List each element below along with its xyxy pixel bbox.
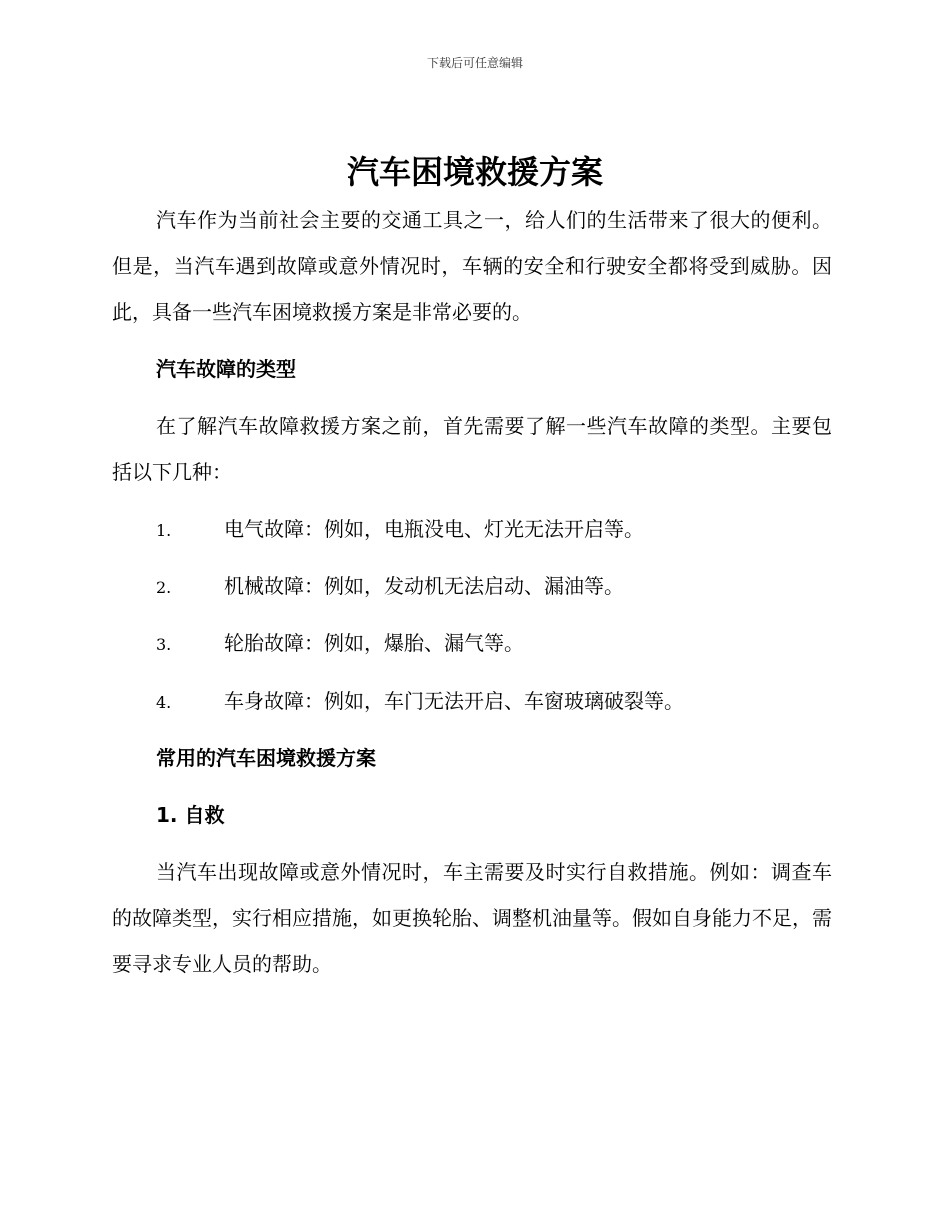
list-item-number: 2. (156, 578, 172, 597)
list-item-text: 车身故障：例如，车门无法开启、车窗玻璃破裂等。 (224, 689, 684, 713)
section-heading-rescue-plans: 常用的汽车困境救援方案 (156, 746, 376, 770)
list-item (156, 514, 836, 546)
section-heading-fault-types: 汽车故障的类型 (156, 357, 296, 381)
header-note: 下载后可任意编辑 (426, 56, 523, 70)
list-item-number: 3. (156, 635, 172, 654)
intro-paragraph: 汽车作为当前社会主要的交通工具之一，给人们的生活带来了很大的便利。但是，当汽车遇到故障或意外情况时，车辆的安全和行驶安全都将受到威胁。因此，具备一些汽车困境救援方案是非常必要的。 (112, 208, 832, 324)
list-item (156, 628, 836, 660)
list-item (156, 571, 836, 603)
fault-types-paragraph: 在了解汽车故障救援方案之前，首先需要了解一些汽车故障的类型。主要包括以下几种： (112, 414, 832, 484)
document-title: 汽车困境救援方案 (346, 153, 603, 191)
list-item-text: 电气故障：例如，电瓶没电、灯光无法开启等。 (224, 517, 644, 541)
list-item-number: 4. (156, 693, 172, 712)
self-rescue-paragraph: 当汽车出现故障或意外情况时，车主需要及时实行自救措施。例如：调查车的故障类型，实行相应措施，如更换轮胎、调整机油量等。假如自身能力不足，需要寻求专业人员的帮助。 (112, 860, 832, 976)
list-item-text: 轮胎故障：例如，爆胎、漏气等。 (224, 631, 524, 655)
list-item-number: 1. (156, 521, 172, 540)
list-item (156, 686, 836, 718)
subsection-heading-self-rescue: 1. 自救 (156, 803, 225, 827)
list-item-text: 机械故障：例如，发动机无法启动、漏油等。 (224, 574, 624, 598)
